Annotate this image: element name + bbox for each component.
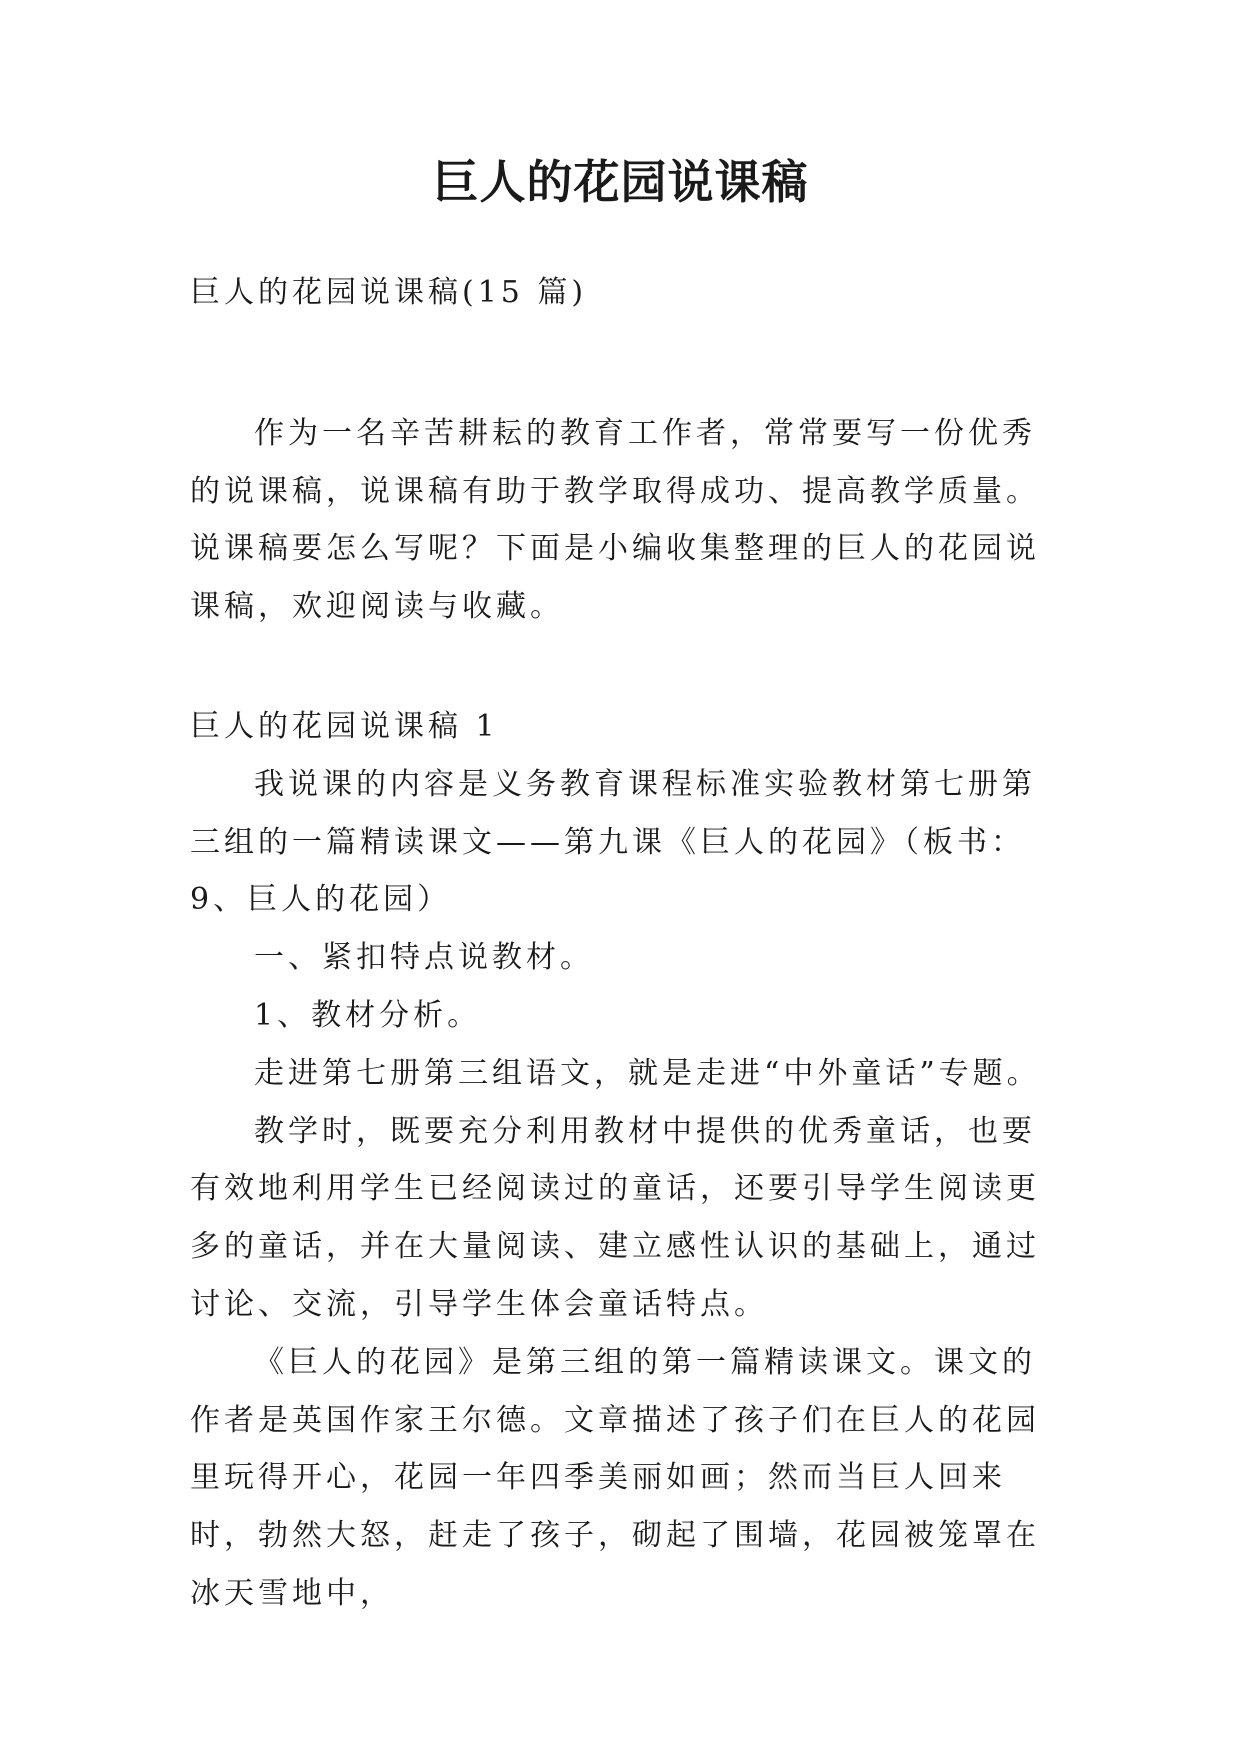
paragraph: 《巨人的花园》是第三组的第一篇精读课文。课文的作者是英国作家王尔德。文章描述了孩子们在巨人的花园里玩得开心，花园一年四季美丽如画；然而当巨人回来时，勃然大怒，赶走了孩子，砌起了围墙，花园被笼罩在冰天雪地中， [190,1344,1040,1611]
document-title: 巨人的花园说课稿 [432,155,809,209]
paragraph: 一、紧扣特点说教材。 [254,940,594,976]
document-subtitle: 巨人的花园说课稿(15 篇) [190,275,588,310]
intro-section [190,405,1050,635]
intro-paragraph: 作为一名辛苦耕耘的教育工作者，常常要写一份优秀的说课稿，说课稿有助于教学取得成功、提高教学质量。说课稿要怎么写呢？下面是小编收集整理的巨人的花园说课稿，欢迎阅读与收藏。 [190,416,1040,624]
section-1 [190,698,1050,1623]
section-heading: 巨人的花园说课稿 1 [190,709,499,744]
paragraph: 教学时，既要充分利用教材中提供的优秀童话，也要有效地利用学生已经阅读过的童话，还要引导学生阅读更多的童话，并在大量阅读、建立感性认识的基础上，通过讨论、交流，引导学生体会童话特点。 [190,1113,1040,1322]
paragraph: 走进第七册第三组语文，就是走进“中外童话”专题。 [254,1055,1041,1091]
paragraph: 1、教材分析。 [254,997,482,1033]
paragraph: 我说课的内容是义务教育课程标准实验教材第七册第三组的一篇精读课文——第九课《巨人的花园》（板书：9、巨人的花园） [190,766,1036,918]
